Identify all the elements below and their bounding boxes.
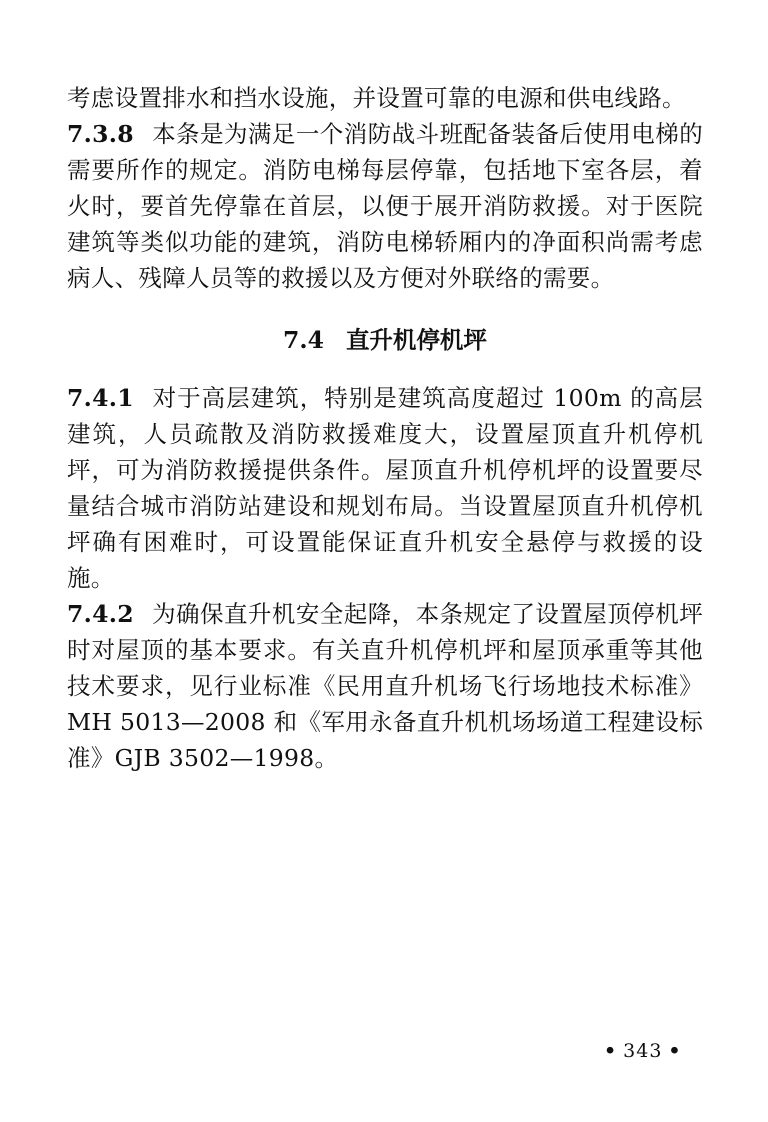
bullet-dot-left: • xyxy=(604,1040,618,1062)
section-title: 直升机停机坪 xyxy=(345,326,487,354)
clause-7-4-2 xyxy=(67,596,703,776)
clause-text: 为确保直升机安全起降，本条规定了设置屋顶停机坪时对屋顶的基本要求。有关直升机停机坪和屋顶承重等其他技术要求，见行业标准《民用直升机场飞行场地技术标准》MH 5013—2008 和《军用永备直升机机场场道工程建设标准》GJB 3502—1998。 xyxy=(67,600,703,772)
page-number-footer xyxy=(598,1040,688,1062)
section-number: 7.4 xyxy=(283,326,324,354)
clause-text: 对于高层建筑，特别是建筑高度超过 100m 的高层建筑，人员疏散及消防救援难度大，设置屋顶直升机停机坪，可为消防救援提供条件。屋顶直升机停机坪的设置要尽量结合城市消防站建设和规划布局。当设置屋顶直升机停机坪确有困难时，可设置能保证直升机安全悬停与救援的设施。 xyxy=(67,384,703,592)
section-heading xyxy=(67,322,703,358)
page-number: 343 xyxy=(623,1040,663,1062)
paragraph-text: 考虑设置排水和挡水设施，并设置可靠的电源和供电线路。 xyxy=(67,84,686,112)
clause-number: 7.3.8 xyxy=(67,120,134,148)
bullet-dot-right: • xyxy=(668,1040,682,1062)
clause-number: 7.4.2 xyxy=(67,600,134,628)
clause-number: 7.4.1 xyxy=(67,384,134,412)
clause-text: 本条是为满足一个消防战斗班配备装备后使用电梯的需要所作的规定。消防电梯每层停靠，包括地下室各层，着火时，要首先停靠在首层，以便于展开消防救援。对于医院建筑等类似功能的建筑，消防电梯轿厢内的净面积尚需考虑病人、残障人员等的救援以及方便对外联络的需要。 xyxy=(67,120,703,292)
paragraph-continuation xyxy=(67,80,703,116)
page-body xyxy=(67,80,703,776)
clause-7-3-8 xyxy=(67,116,703,296)
clause-7-4-1 xyxy=(67,380,703,596)
